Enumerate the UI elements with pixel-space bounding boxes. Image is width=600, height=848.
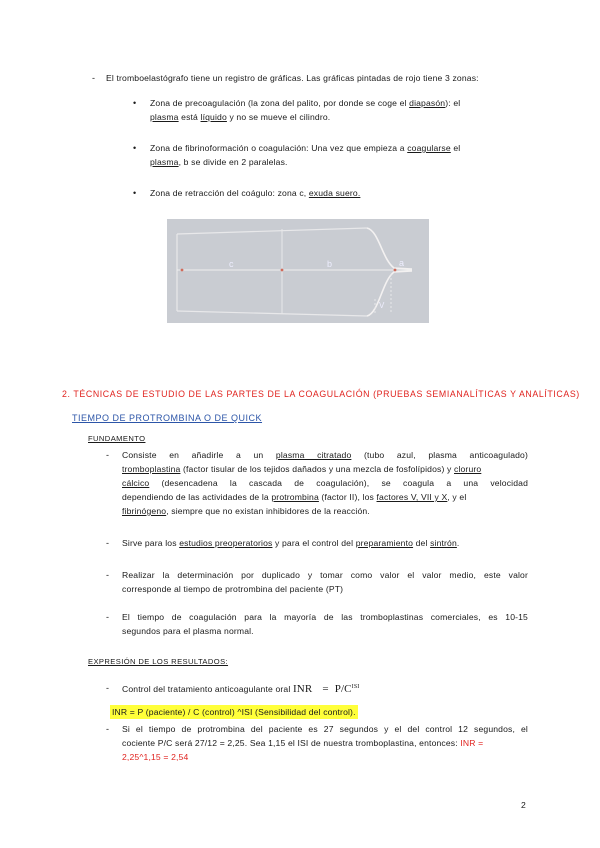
expresion-heading: EXPRESIÓN DE LOS RESULTADOS: xyxy=(88,657,229,666)
text: Zona de fibrinoformación o coagulación: Una vez que empieza a xyxy=(150,143,408,153)
text: Control del tratamiento anticoagulante oral xyxy=(122,683,293,694)
list-dash: - xyxy=(106,612,109,622)
text: Zona de retracción del coágulo: zona c, xyxy=(150,188,309,198)
formula-isi: ISI xyxy=(351,684,360,690)
term-coagularse: coagularse xyxy=(407,143,451,153)
section-title: 2. TÉCNICAS DE ESTUDIO DE LAS PARTES DE LA COAGULACIÓN (PRUEBAS SEMIANALÍTICAS Y ANALÍTICAS) xyxy=(62,389,580,399)
term-estudios-preoperatorios: estudios preoperatorios xyxy=(179,538,273,548)
list-dash: - xyxy=(106,450,109,460)
list-dash: - xyxy=(92,73,95,83)
text: , y el xyxy=(447,492,467,502)
axis-dot xyxy=(281,269,284,272)
zone-2-line-1 xyxy=(150,141,526,155)
label-c: c xyxy=(229,259,234,269)
text: . xyxy=(456,538,460,548)
text: del xyxy=(413,538,431,548)
fund-p1-l4 xyxy=(122,490,532,504)
text: , b se divide en 2 paralelas. xyxy=(178,157,288,167)
inr-formula-highlight: INR = P (paciente) / C (control) ^ISI (Sensibilidad del control). xyxy=(112,707,356,717)
fund-p3-l2: corresponde al tiempo de protrombina del paciente (PT) xyxy=(122,584,344,594)
intro-text: El tromboelastógrafo tiene un registro de gráficas. Las gráficas pintadas de rojo tiene 3 zonas: xyxy=(106,73,479,83)
example-l1: Si el tiempo de protrombina del paciente es 27 segundos y el del control 12 segundos, el xyxy=(122,724,528,734)
fund-p1-l3 xyxy=(122,476,528,490)
text: dependiendo de las actividades de la xyxy=(122,492,272,502)
term-calcico: cálcico xyxy=(122,478,150,488)
fund-p1-l2 xyxy=(122,462,532,476)
thromboelastogram-figure xyxy=(167,219,429,323)
text: (factor II), los xyxy=(318,492,377,502)
control-line: Control del tratamiento anticoagulante oral INR = $P/C^{ISI}$ xyxy=(122,682,360,695)
term-plasma-citratado: plasma citratado xyxy=(275,450,352,460)
fundamento-heading: FUNDAMENTO xyxy=(88,434,146,443)
text: está xyxy=(178,112,201,122)
term-sintron: sintrón xyxy=(430,538,457,548)
formula-pc: P/C xyxy=(334,682,352,695)
text: Consiste en añadirle a un xyxy=(122,450,276,460)
bullet: • xyxy=(133,143,137,153)
text: Sirve para los xyxy=(122,538,180,548)
section-subtitle: TIEMPO DE PROTROMBINA O DE QUICK xyxy=(72,413,263,423)
text: el xyxy=(450,143,461,153)
fund-p4-l1: El tiempo de coagulación para la mayoría de las tromboplastinas comerciales, es 10-15 xyxy=(122,612,528,622)
text: (factor tisular de los tejidos dañados y una mezcla de fosfolípidos) y xyxy=(180,464,454,474)
figure-background xyxy=(167,219,429,323)
term-fibrinogeno: fibrinógeno xyxy=(122,506,167,516)
term-diapason: diapasón xyxy=(409,98,446,108)
term-plasma: plasma xyxy=(150,112,179,122)
label-b: b xyxy=(327,259,333,269)
text: Zona de precoagulación (la zona del palito, por donde se coge el xyxy=(150,98,410,108)
bullet: • xyxy=(133,98,137,108)
zone-1-line-1 xyxy=(150,96,526,110)
term-tromboplastina: tromboplastina xyxy=(122,464,181,474)
list-dash: - xyxy=(106,683,109,693)
text: (tubo azul, plasma anticoagulado) xyxy=(351,450,528,460)
formula-inr: INR xyxy=(292,682,313,695)
axis-dot xyxy=(394,269,397,272)
inr-result-label: INR = xyxy=(460,738,484,748)
term-exuda-suero: exuda suero. xyxy=(308,188,361,198)
term-preparamiento: preparamiento xyxy=(355,538,414,548)
page-number: 2 xyxy=(521,800,526,810)
zone-2-line-2 xyxy=(150,155,526,169)
fund-p1-l1 xyxy=(122,448,528,462)
term-plasma: plasma xyxy=(150,157,179,167)
text: (desencadena la cascada de coagulación), se coagula a una velocidad xyxy=(149,478,528,488)
thromboelastogram-svg xyxy=(167,219,429,323)
list-dash: - xyxy=(106,538,109,548)
text: cociente P/C será 27/12 = 2,25. Sea 1,15 el ISI de nuestra tromboplastina, entonces: xyxy=(122,738,461,748)
inr-result-value: 2,25^1,15 = 2,54 xyxy=(122,752,189,762)
text: y para el control del xyxy=(272,538,356,548)
label-a: a xyxy=(399,258,405,268)
example-l2 xyxy=(122,736,532,750)
label-v: V xyxy=(379,301,385,310)
bullet: • xyxy=(133,188,137,198)
list-dash: - xyxy=(106,570,109,580)
term-liquido: líquido xyxy=(200,112,227,122)
list-dash: - xyxy=(106,724,109,734)
term-protrombina: protrombina xyxy=(271,492,319,502)
text: , siempre que no existan inhibidores de la reacción. xyxy=(166,506,370,516)
zone-3-line-1 xyxy=(150,186,526,200)
text: y no se mueve el cilindro. xyxy=(226,112,331,122)
term-cloruro: cloruro xyxy=(454,464,482,474)
fund-p4-l2: segundos para el plasma normal. xyxy=(122,626,254,636)
fund-p2 xyxy=(122,536,528,550)
term-factores: factores V, VII y X xyxy=(376,492,448,502)
zone-1-line-2 xyxy=(150,110,526,124)
text: ): el xyxy=(445,98,461,108)
axis-dot xyxy=(181,269,184,272)
fund-p1-l5 xyxy=(122,504,528,518)
fund-p3-l1: Realizar la determinación por duplicado y tomar como valor el valor medio, este valor xyxy=(122,570,528,580)
